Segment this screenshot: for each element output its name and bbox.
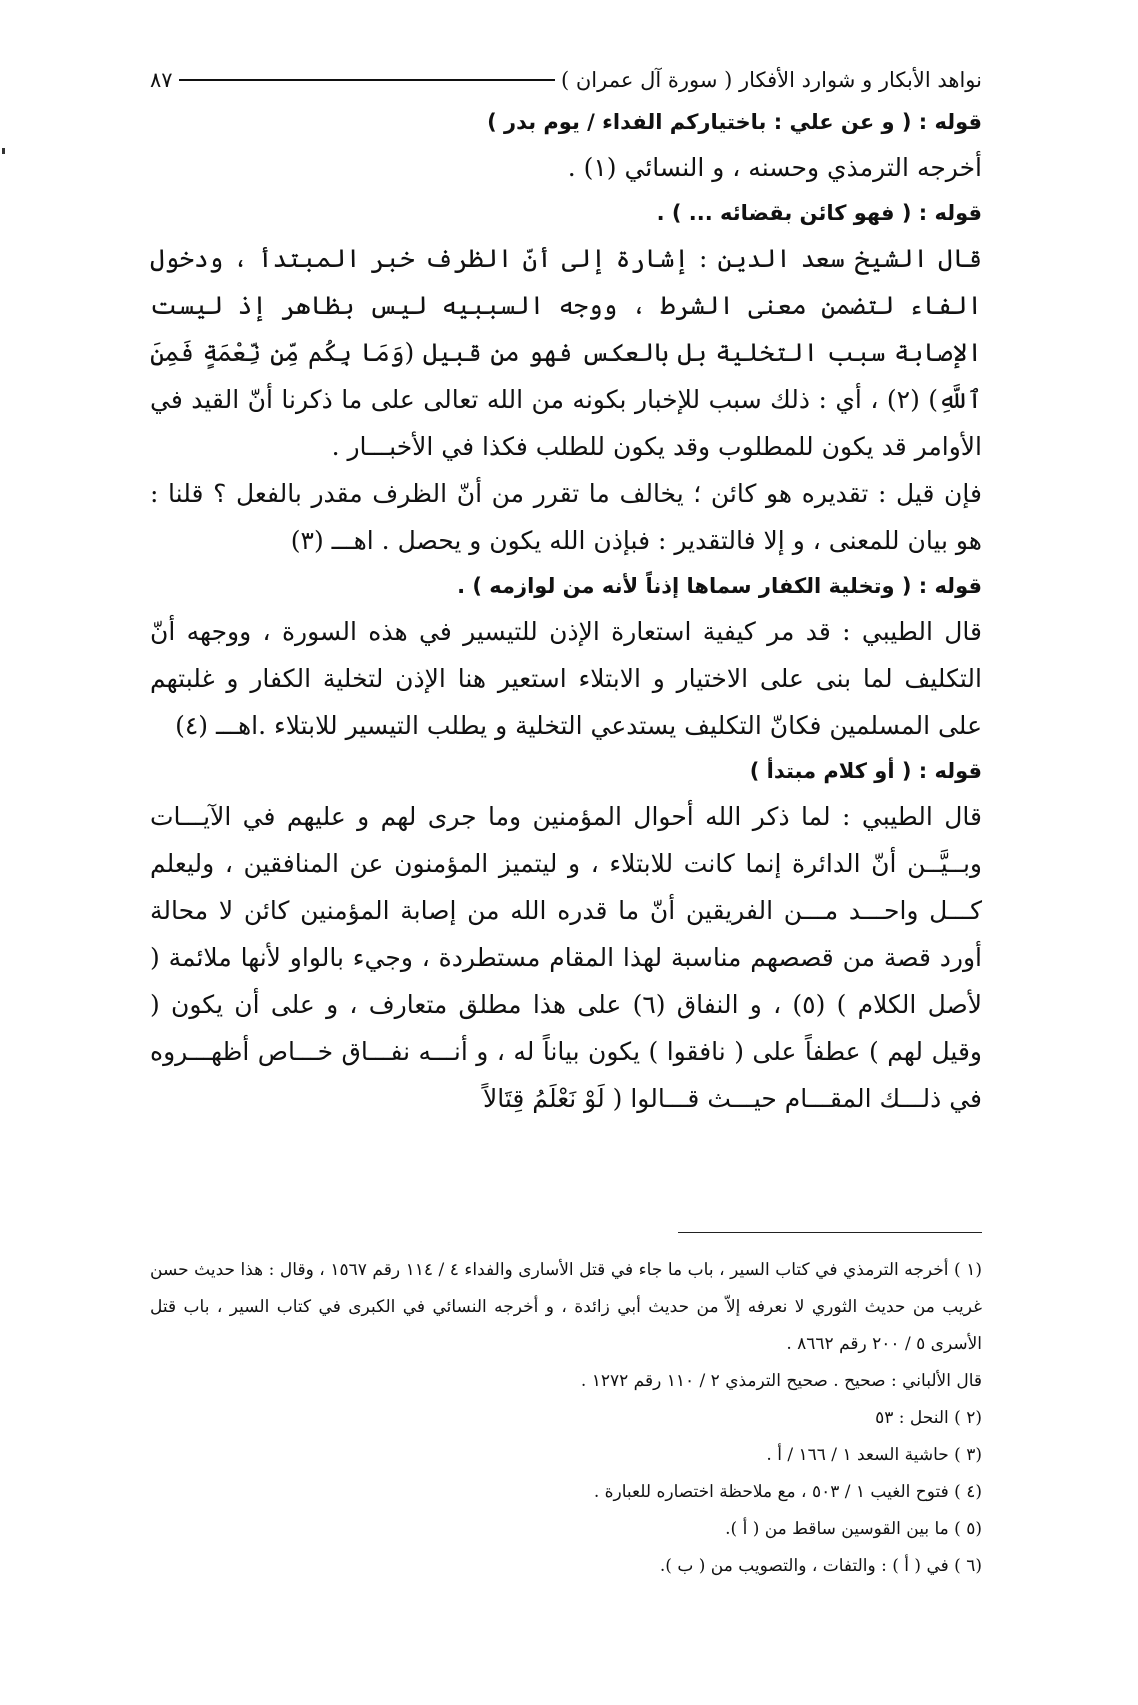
footnote: (٥ ) ما بين القوسين ساقط من ( أ ). <box>725 1519 982 1539</box>
page-number: ٨٧ <box>150 68 173 92</box>
section-heading: قوله : ( فهو كائن بقضائه ... ) . <box>656 201 982 225</box>
paragraph: قال الشيخ سعد الدين : إشارة إلى أنّ الظرف خبر المبتدأ ، ودخول الفاء لتضمن معنى الشرط ، ووجه السببيه ليس بظاهر إذ ليست الإصابة سبب التخلية بل بالعكس فهو من قبيل (وَمَا بِكُم مِّن نِّعْمَةٍ فَمِنَ ٱللَّهِ) (٢) ، أي : ذلك سبب للإخبار بكونه من الله تعالى على ما ذكرنا أنّ القيد في الأوامر قد يكون للمطلوب وقد يكون للطلب فكذا في الأخبـــار . <box>150 244 982 461</box>
footnote: (٣ ) حاشية السعد ١ / ١٦٦ / أ . <box>766 1445 982 1465</box>
footnote: (١ ) أخرجه الترمذي في كتاب السير ، باب ما جاء في قتل الأسارى والفداء ٤ / ١١٤ رقم ١٥٦٧ ، وقال : هذا حديث حسن غريب من حديث الثوري لا نعرفه إلاّ من حديث أبي زائدة ، و أخرجه النسائي في الكبرى في كتاب السير ، باب قتل الأسرى ٥ / ٢٠٠ رقم ٨٦٦٢ . <box>150 1260 982 1354</box>
paragraph: قال الطيبي : لما ذكر الله أحوال المؤمنين وما جرى لهم و عليهم في الآيـــات وبــيَّــن أنّ الدائرة إنما كانت للابتلاء ، و ليتميز المؤمنون عن المنافقين ، وليعلم كـــل واحـــد مـــن الفريقين أنّ ما قدره الله من إصابة المؤمنين كائن لا محالة أورد قصة من قصصهم مناسبة لهذا المقام مستطردة ، وجيء بالواو لأنها ملائمة ( لأصل الكلام ) (٥) ، و النفاق (٦) على هذا مطلق متعارف ، و على أن يكون ( وقيل لهم ) عطفاً على ( نافقوا ) يكون بياناً له ، و أنـــه نفـــاق خـــاص أظهـــروه في ذلـــك المقـــام حيـــث قـــالوا ( لَوْ نَعْلَمُ قِتَالاً <box>150 802 983 1113</box>
paragraph: أخرجه الترمذي وحسنه ، و النسائي (١) . <box>567 153 982 182</box>
footnote: (٤ ) فتوح الغيب ١ / ٥٠٣ ، مع ملاحظة اختصاره للعبارة . <box>593 1482 982 1502</box>
running-title: نواهد الأبكار و شوارد الأفكار ( سورة آل عمران ) <box>561 68 982 92</box>
header-rule <box>179 79 555 81</box>
footnote: (٦ ) في ( أ ) : والتفات ، والتصويب من ( ب ). <box>659 1556 982 1576</box>
footnotes <box>150 1252 982 1585</box>
section-heading: قوله : ( أو كلام مبتدأ ) <box>749 759 982 783</box>
section-heading: قوله : ( و عن علي : باختياركم الفداء / يوم بدر ) <box>487 110 982 134</box>
running-header <box>150 62 982 98</box>
paragraph: فإن قيل : تقديره هو كائن ؛ يخالف ما تقرر من أنّ الظرف مقدر بالفعل ؟ قلنا : هو بيان للمعنى ، و إلا فالتقدير : فبإذن الله يكون و يحصل . اهـــ (٣) <box>150 479 982 555</box>
paragraph: قال الطيبي : قد مر كيفية استعارة الإذن للتيسير في هذه السورة ، ووجهه أنّ التكليف لما بنى على الاختيار و الابتلاء استعير هنا الإذن لتخلية الكفار و غلبتهم على المسلمين فكانّ التكليف يستدعي التخلية و يطلب التيسير للابتلاء .اهـــ (٤) <box>150 617 982 740</box>
footnote: قال الألباني : صحيح . صحيح الترمذي ٢ / ١١٠ رقم ١٢٧٢ . <box>580 1371 982 1391</box>
section-heading: قوله : ( وتخلية الكفار سماها إذناً لأنه من لوازمه ) . <box>457 574 982 598</box>
main-text <box>150 100 982 1122</box>
footnote-separator <box>678 1232 982 1233</box>
scan-edge-mark <box>2 148 5 154</box>
footnote: (٢ ) النحل : ٥٣ <box>875 1408 982 1428</box>
